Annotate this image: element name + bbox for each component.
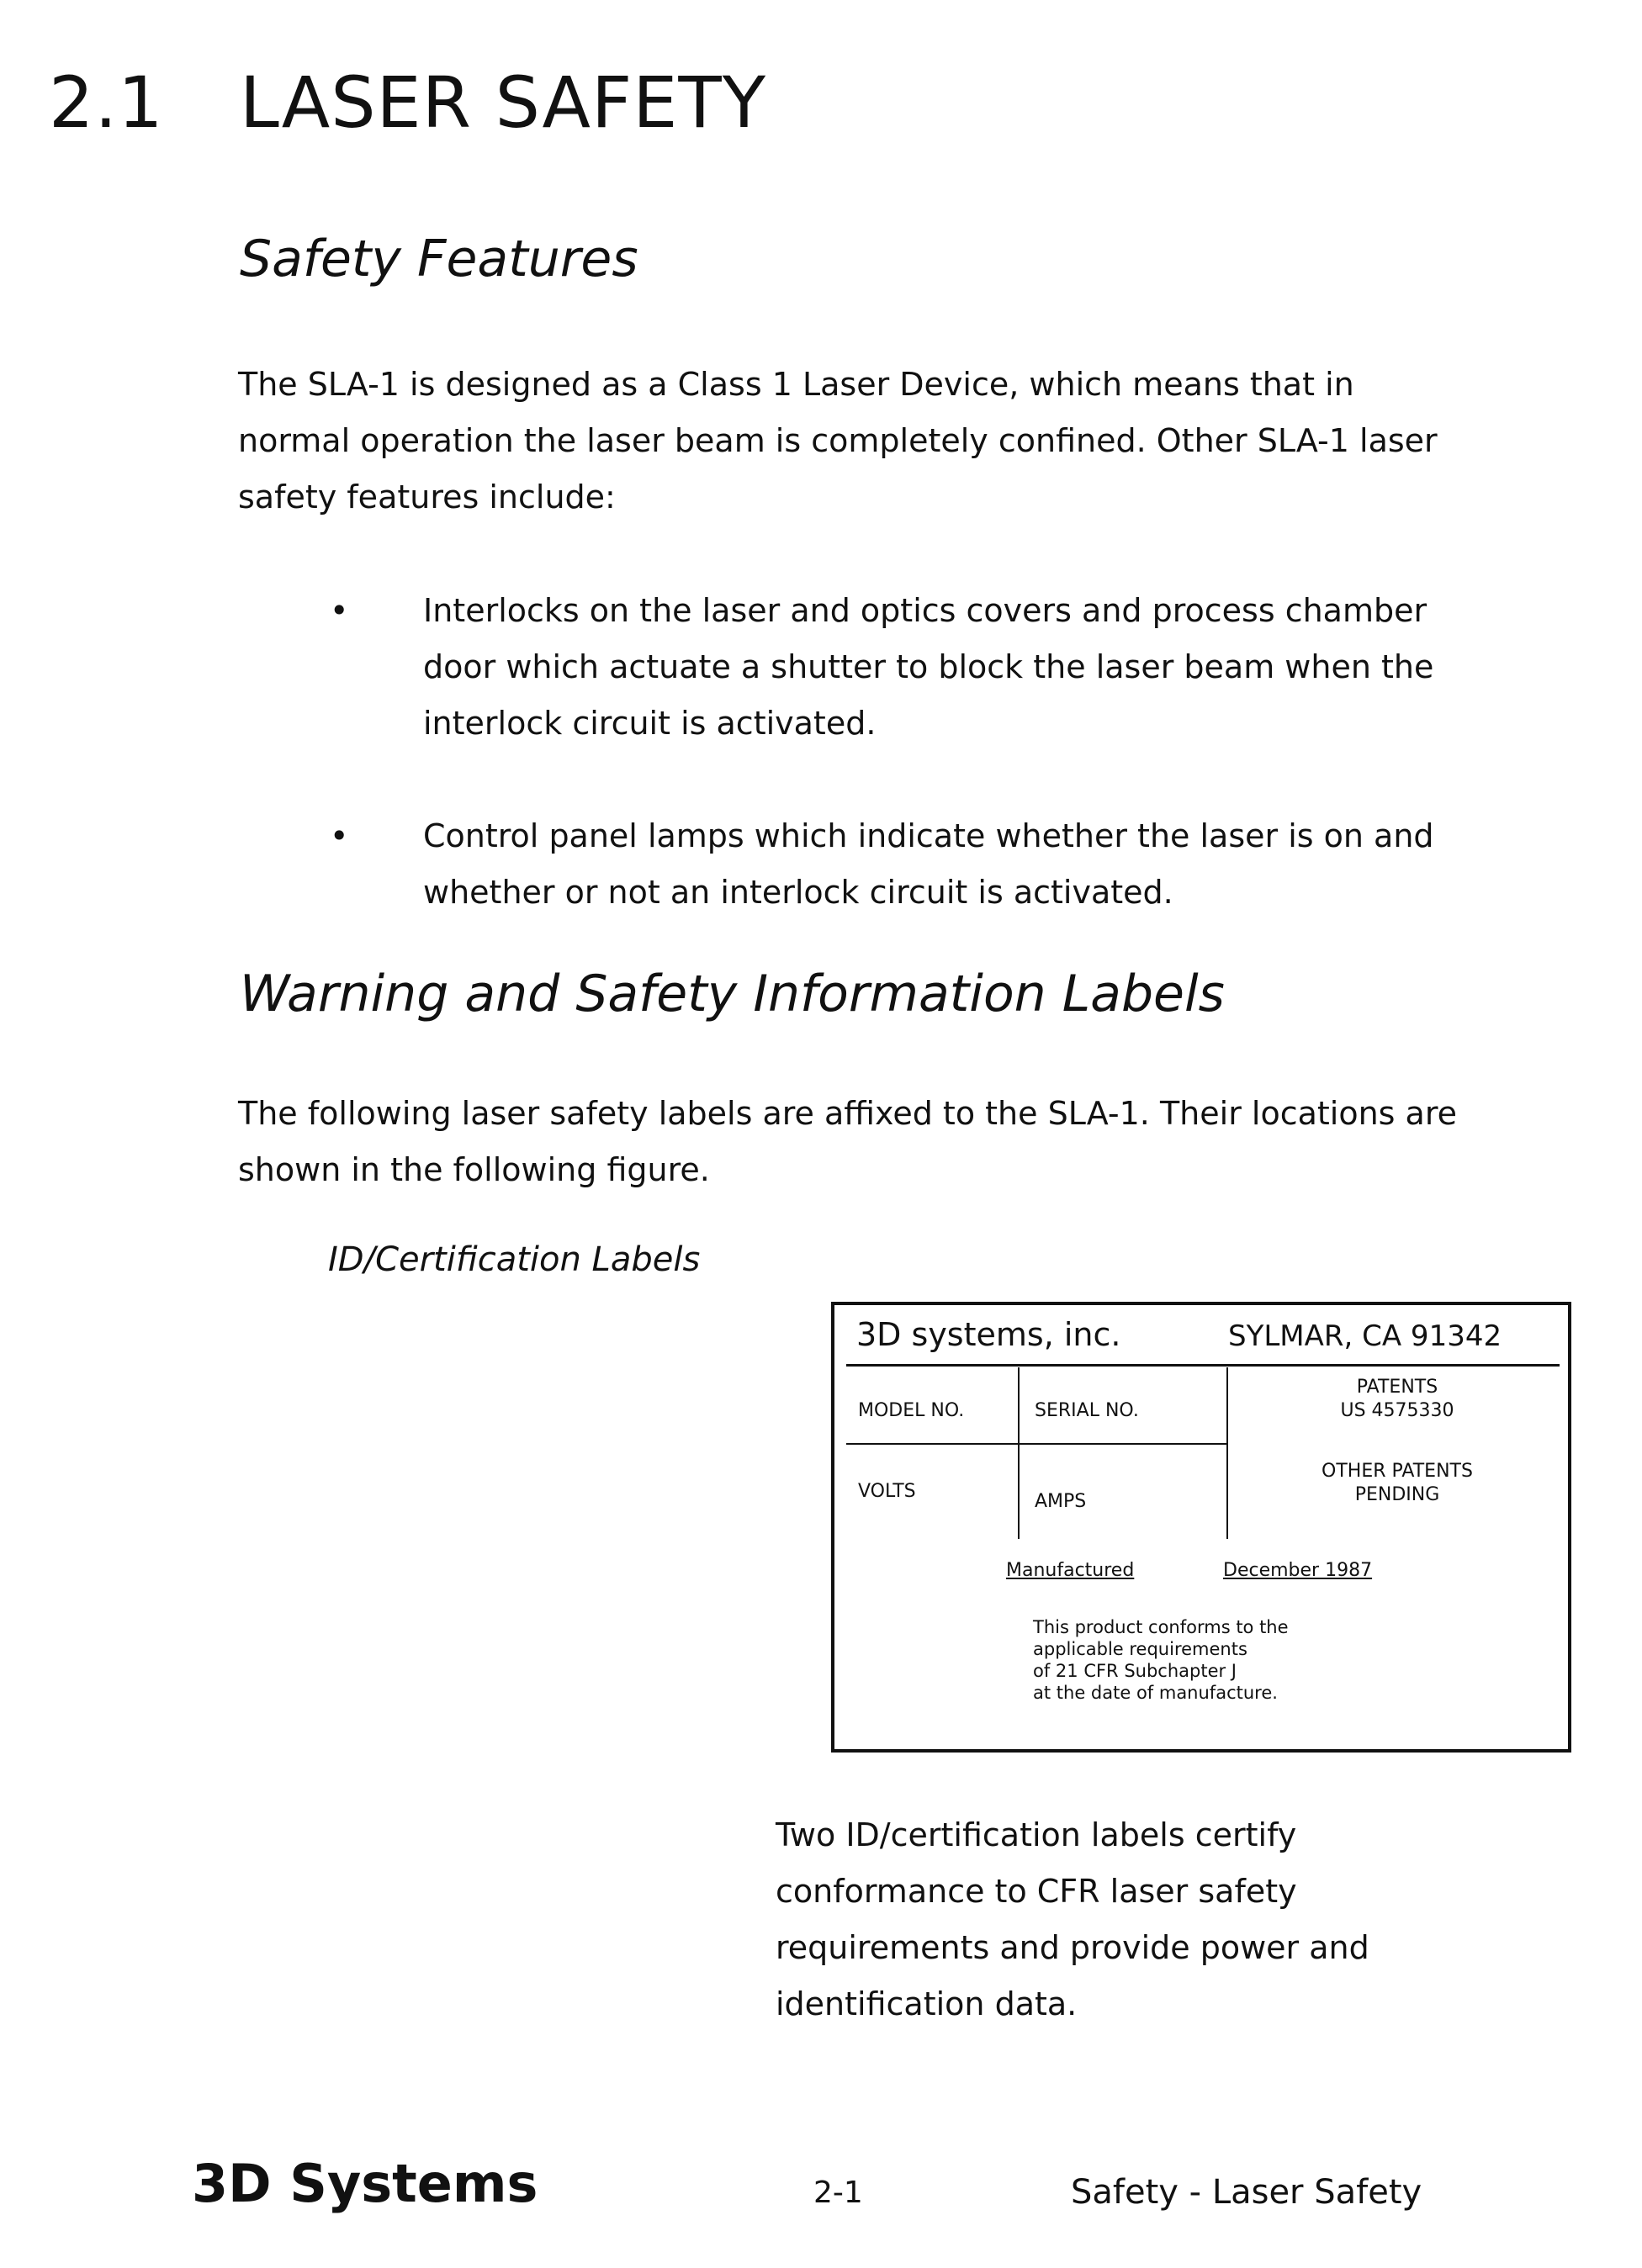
- bullet-item-interlocks: [423, 583, 1433, 752]
- bullet-item-control-lamps: [423, 808, 1434, 921]
- label-date: December 1987: [1223, 1559, 1372, 1583]
- description-line: identification data.: [776, 1976, 1369, 2033]
- label-model: MODEL NO.: [858, 1399, 964, 1423]
- label-location: SYLMAR, CA 91342: [1228, 1322, 1502, 1351]
- footer-section: Safety - Laser Safety: [1071, 2175, 1422, 2209]
- description-line: requirements and provide power and: [776, 1920, 1369, 1976]
- label-top-divider: [846, 1364, 1560, 1367]
- label-other-patents: [1226, 1460, 1568, 1507]
- conform-line: of 21 CFR Subchapter J: [1033, 1660, 1289, 1682]
- label-serial: SERIAL NO.: [1035, 1399, 1139, 1423]
- section-title: LASER SAFETY: [240, 67, 766, 138]
- label-mid-divider: [846, 1443, 1226, 1445]
- safety-intro-paragraph: [238, 357, 1438, 526]
- conform-line: This product conforms to the: [1033, 1616, 1289, 1638]
- bullet-dot-icon: •: [330, 583, 348, 639]
- intro-line: safety features include:: [238, 469, 1438, 526]
- warning-intro-paragraph: [238, 1086, 1457, 1198]
- label-company: 3D systems, inc.: [856, 1319, 1120, 1351]
- other-patents-line: PENDING: [1226, 1483, 1568, 1507]
- intro-line: The following laser safety labels are affixed to the SLA-1. Their locations are: [238, 1086, 1457, 1142]
- section-number: 2.1: [49, 67, 164, 138]
- bullet-dot-icon: •: [330, 808, 348, 864]
- label-vline-1: [1018, 1367, 1020, 1539]
- bullet-line: whether or not an interlock circuit is activated.: [423, 864, 1434, 921]
- id-cert-caption: ID/Certification Labels: [328, 1243, 700, 1277]
- id-cert-description: [776, 1807, 1369, 2033]
- patents-line: PATENTS: [1226, 1376, 1568, 1399]
- safety-features-heading: Safety Features: [240, 234, 638, 284]
- footer-brand: 3D Systems: [192, 2158, 538, 2210]
- conform-line: applicable requirements: [1033, 1638, 1289, 1660]
- bullet-line: door which actuate a shutter to block the laser beam when the: [423, 639, 1433, 695]
- description-line: conformance to CFR laser safety: [776, 1864, 1369, 1920]
- patents-line: US 4575330: [1226, 1399, 1568, 1423]
- warning-labels-heading: Warning and Safety Information Labels: [240, 969, 1225, 1019]
- intro-line: The SLA-1 is designed as a Class 1 Laser Device, which means that in: [238, 357, 1438, 413]
- conform-line: at the date of manufacture.: [1033, 1682, 1289, 1704]
- intro-line: normal operation the laser beam is completely confined. Other SLA-1 laser: [238, 413, 1438, 469]
- bullet-line: Control panel lamps which indicate whether the laser is on and: [423, 808, 1434, 864]
- footer-page-number: 2-1: [813, 2178, 863, 2208]
- intro-line: shown in the following figure.: [238, 1142, 1457, 1198]
- label-amps: AMPS: [1035, 1490, 1086, 1514]
- description-line: Two ID/certification labels certify: [776, 1807, 1369, 1864]
- bullet-line: interlock circuit is activated.: [423, 695, 1433, 752]
- certification-label: [831, 1302, 1571, 1753]
- label-conformance: [1033, 1616, 1289, 1704]
- bullet-line: Interlocks on the laser and optics covers and process chamber: [423, 583, 1433, 639]
- label-volts: VOLTS: [858, 1480, 916, 1504]
- label-patents: [1226, 1376, 1568, 1423]
- label-manufactured: Manufactured: [1006, 1559, 1134, 1583]
- other-patents-line: OTHER PATENTS: [1226, 1460, 1568, 1483]
